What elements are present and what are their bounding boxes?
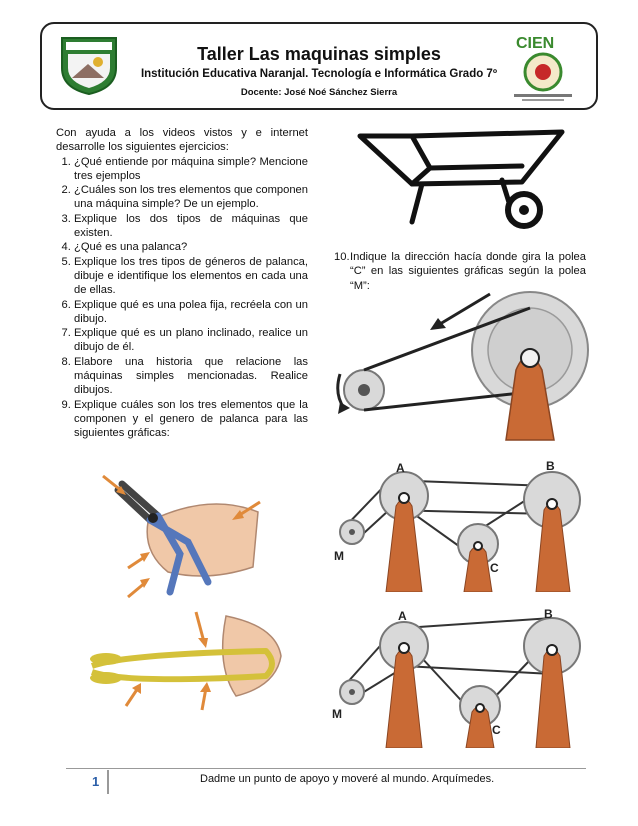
question-5: 5. Explique los tres tipos de géneros de palanca, dibuje e identifique los elementos en cada una de ellas. [74, 255, 308, 298]
pulley-system-2-image [330, 606, 600, 748]
question-10-text: Indique la dirección hacía donde gira la polea “C” en las siguientes gráficas según la polea “M”: [350, 251, 586, 292]
pulley-label-m: M [334, 549, 344, 563]
question-1: 1. ¿Qué entiende por máquina simple? Mencione tres ejemplos [74, 155, 308, 184]
intro-text: Con ayuda a los videos vistos y e internet desarrolle los siguientes ejercicios: [56, 127, 308, 154]
question-10-number: 10. [334, 251, 350, 263]
question-10 [334, 250, 586, 293]
question-3: 3. Explique los dos tipos de máquinas que existen. [74, 212, 308, 241]
footer-quote: Dadme un punto de apoyo y moveré al mundo. Arquímedes. [200, 773, 495, 785]
pulley-label-m-2: M [332, 707, 342, 721]
pliers-image [88, 472, 268, 602]
question-8: 8. Elabore una historia que relacione las máquinas simples mencionadas. Realice dibujos. [74, 355, 308, 398]
belt-pulley-image [330, 290, 600, 446]
question-6: 6. Explique qué es una polea fija, recréela con un dibujo. [74, 298, 308, 327]
pulley-label-c-2: C [492, 723, 501, 737]
header-box [40, 22, 598, 110]
pulley-label-b-2: B [544, 607, 553, 621]
pulley-label-a: A [396, 461, 405, 475]
tongs-image [86, 606, 286, 716]
question-9: 9. Explique cuáles son los tres elementos que la componen y el genero de palanca para las siguientes gráficas: [74, 398, 308, 441]
question-list [56, 155, 308, 441]
wheelbarrow-image [352, 122, 567, 234]
institution-subtitle: Institución Educativa Naranjal. Tecnología e Informática Grado 7º [140, 68, 498, 80]
pulley-system-1-image [330, 460, 600, 592]
pulley-label-b: B [546, 460, 555, 473]
cien-logo-text: CIEN [516, 35, 555, 52]
page-number: 1 [92, 774, 100, 789]
question-2: 2. ¿Cuáles son los tres elementos que componen una máquina simple? De un ejemplo. [74, 183, 308, 212]
question-4: 4. ¿Qué es una palanca? [74, 240, 308, 254]
footer-divider [66, 768, 586, 769]
pulley-label-a-2: A [398, 609, 407, 623]
questions-column [56, 126, 308, 441]
page-title: Taller Las maquinas simples [197, 44, 441, 64]
question-7: 7. Explique qué es un plano inclinado, realice un dibujo de él. [74, 326, 308, 355]
cien-logo [504, 30, 582, 104]
pulley-label-c: C [490, 561, 499, 575]
page-number-separator [107, 770, 109, 794]
teacher-name: Docente: José Noé Sánchez Sierra [240, 87, 398, 98]
